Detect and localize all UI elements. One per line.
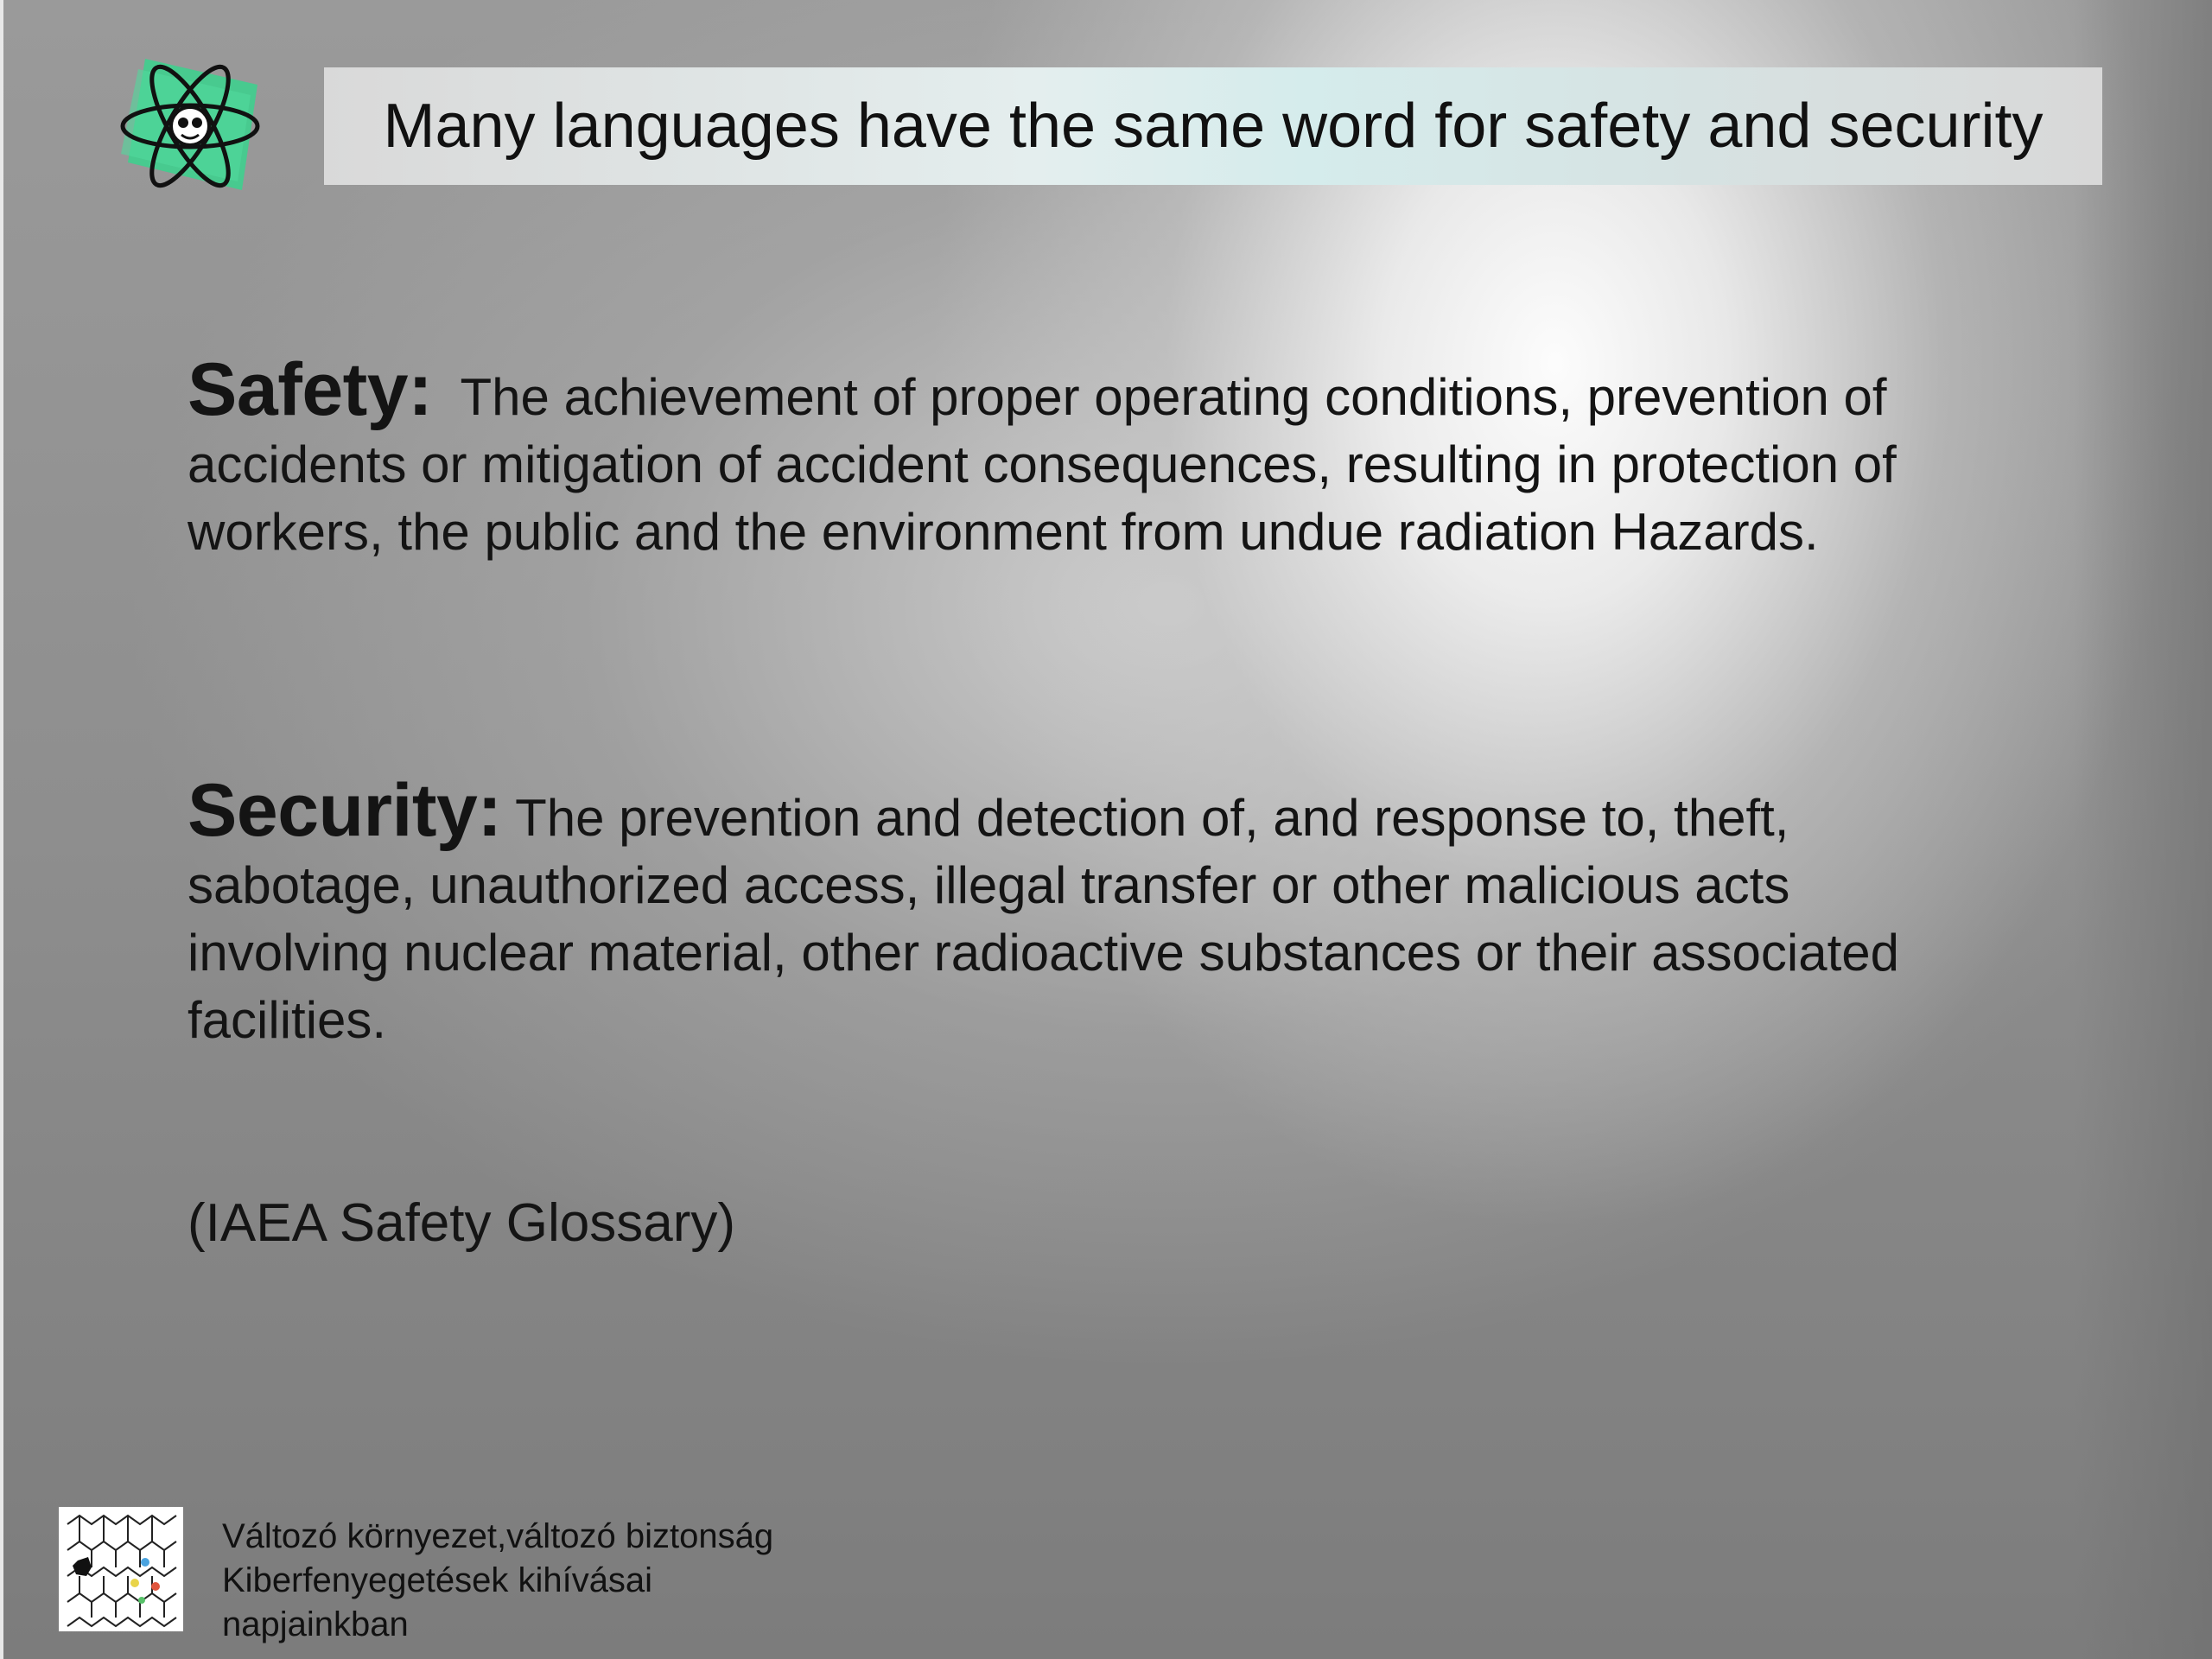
source-citation: (IAEA Safety Glossary) (188, 1193, 735, 1253)
footer-line-2: Kiberfenyegetések kihívásai (222, 1561, 653, 1599)
footer-line-1: Változó környezet,változó biztonság (222, 1517, 774, 1555)
network-pattern-logo-icon (59, 1507, 183, 1631)
safety-definition (188, 348, 1959, 566)
security-definition (188, 769, 1959, 1054)
slide-title: Many languages have the same word for safety and security (383, 92, 2044, 161)
title-banner (324, 67, 2102, 185)
security-term: Security: (188, 769, 502, 852)
atom-logo-icon (112, 52, 268, 194)
slide-right-shade (2074, 0, 2212, 1659)
slide-left-border (0, 0, 3, 1659)
footer-line-3: napjainkban (222, 1605, 409, 1643)
security-text: The prevention and detection of, and response to, theft, sabotage, unauthorized access, illegal transfer or other malicious acts involving nuclear material, other radioactive substances or their associated facilities. (188, 789, 1900, 1049)
footer-caption (222, 1515, 773, 1647)
safety-text: The achievement of proper operating conditions, prevention of accidents or mitigation of accident consequences, resulting in protection of workers, the public and the environment from undue radiation Hazards. (188, 368, 1897, 561)
safety-term: Safety: (188, 348, 433, 431)
